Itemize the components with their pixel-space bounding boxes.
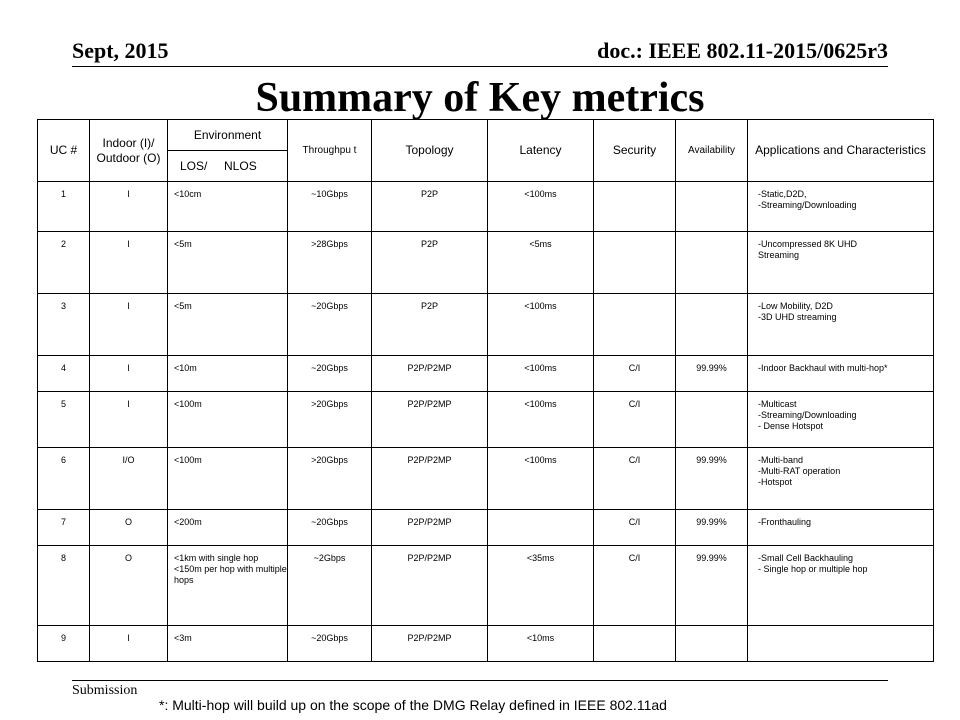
cell-security: C/I — [594, 392, 676, 448]
cell-environment: <5m — [168, 294, 288, 356]
header-date: Sept, 2015 — [72, 38, 169, 63]
cell-availability: 99.99% — [676, 448, 748, 510]
cell-topology: P2P/P2MP — [372, 510, 488, 546]
cell-throughput: ~2Gbps — [288, 546, 372, 626]
cell-environment: <3m — [168, 626, 288, 662]
cell-applications: -Multi-band -Multi-RAT operation -Hotspot — [748, 448, 934, 510]
cell-latency: <100ms — [488, 294, 594, 356]
cell-latency: <100ms — [488, 356, 594, 392]
cell-topology: P2P — [372, 232, 488, 294]
cell-indoor-outdoor: I — [90, 356, 168, 392]
cell-environment: <10m — [168, 356, 288, 392]
cell-uc: 9 — [38, 626, 90, 662]
cell-latency: <100ms — [488, 392, 594, 448]
table-row — [38, 448, 934, 510]
footer-submission: Submission — [72, 683, 138, 698]
cell-availability: 99.99% — [676, 510, 748, 546]
cell-indoor-outdoor: I — [90, 182, 168, 232]
cell-indoor-outdoor: I — [90, 294, 168, 356]
cell-indoor-outdoor: I/O — [90, 448, 168, 510]
cell-throughput: >20Gbps — [288, 448, 372, 510]
cell-applications — [748, 626, 934, 662]
cell-indoor-outdoor: I — [90, 392, 168, 448]
cell-availability — [676, 294, 748, 356]
cell-uc: 6 — [38, 448, 90, 510]
header-topology: Topology — [372, 120, 488, 182]
cell-applications: -Low Mobility, D2D -3D UHD streaming — [748, 294, 934, 356]
table-row — [38, 392, 934, 448]
table-row — [38, 546, 934, 626]
cell-uc: 4 — [38, 356, 90, 392]
cell-latency: <10ms — [488, 626, 594, 662]
header-security: Security — [594, 120, 676, 182]
cell-security — [594, 626, 676, 662]
table-row — [38, 626, 934, 662]
cell-latency: <100ms — [488, 182, 594, 232]
cell-environment: <100m — [168, 392, 288, 448]
cell-uc: 3 — [38, 294, 90, 356]
cell-latency: <35ms — [488, 546, 594, 626]
table-row — [38, 356, 934, 392]
slide-title: Summary of Key metrics — [255, 75, 705, 121]
cell-topology: P2P — [372, 182, 488, 232]
cell-throughput: ~20Gbps — [288, 510, 372, 546]
cell-applications: -Indoor Backhaul with multi-hop* — [748, 356, 934, 392]
table-row — [38, 510, 934, 546]
cell-throughput: >28Gbps — [288, 232, 372, 294]
cell-security: C/I — [594, 448, 676, 510]
cell-security — [594, 182, 676, 232]
cell-availability — [676, 232, 748, 294]
cell-throughput: ~10Gbps — [288, 182, 372, 232]
cell-indoor-outdoor: I — [90, 232, 168, 294]
cell-indoor-outdoor: O — [90, 510, 168, 546]
cell-security: C/I — [594, 546, 676, 626]
cell-availability — [676, 182, 748, 232]
footer-divider — [72, 680, 888, 681]
header-divider — [72, 66, 888, 67]
cell-availability — [676, 626, 748, 662]
cell-topology: P2P/P2MP — [372, 356, 488, 392]
cell-uc: 2 — [38, 232, 90, 294]
cell-environment: <1km with single hop <150m per hop with multiple hops — [168, 546, 288, 626]
cell-applications: -Uncompressed 8K UHD Streaming — [748, 232, 934, 294]
cell-latency: <5ms — [488, 232, 594, 294]
cell-uc: 1 — [38, 182, 90, 232]
key-metrics-table — [37, 119, 934, 662]
cell-latency — [488, 510, 594, 546]
cell-topology: P2P/P2MP — [372, 546, 488, 626]
footnote: *: Multi-hop will build up on the scope of the DMG Relay defined in IEEE 802.11ad — [159, 697, 667, 713]
cell-indoor-outdoor: O — [90, 546, 168, 626]
cell-throughput: ~20Gbps — [288, 356, 372, 392]
cell-uc: 5 — [38, 392, 90, 448]
cell-topology: P2P/P2MP — [372, 626, 488, 662]
header-availability: Availability — [676, 120, 748, 182]
cell-environment: <200m — [168, 510, 288, 546]
header-uc: UC # — [38, 120, 90, 182]
cell-throughput: ~20Gbps — [288, 626, 372, 662]
header-latency: Latency — [488, 120, 594, 182]
cell-applications: -Fronthauling — [748, 510, 934, 546]
cell-environment: <100m — [168, 448, 288, 510]
header-los-nlos: LOS/ NLOS — [168, 151, 288, 182]
cell-security: C/I — [594, 510, 676, 546]
table-row — [38, 294, 934, 356]
cell-applications: -Multicast -Streaming/Downloading - Dense Hotspot — [748, 392, 934, 448]
cell-throughput: ~20Gbps — [288, 294, 372, 356]
cell-indoor-outdoor: I — [90, 626, 168, 662]
cell-uc: 7 — [38, 510, 90, 546]
header-throughput: Throughpu t — [288, 120, 372, 182]
cell-environment: <10cm — [168, 182, 288, 232]
cell-latency: <100ms — [488, 448, 594, 510]
header-doc-id: doc.: IEEE 802.11-2015/0625r3 — [597, 38, 888, 63]
cell-applications: -Small Cell Backhauling - Single hop or multiple hop — [748, 546, 934, 626]
cell-security: C/I — [594, 356, 676, 392]
cell-security — [594, 232, 676, 294]
cell-availability: 99.99% — [676, 546, 748, 626]
cell-availability — [676, 392, 748, 448]
cell-topology: P2P — [372, 294, 488, 356]
cell-uc: 8 — [38, 546, 90, 626]
table-row — [38, 182, 934, 232]
cell-applications: -Static,D2D, -Streaming/Downloading — [748, 182, 934, 232]
header-applications: Applications and Characteristics — [748, 120, 934, 182]
cell-environment: <5m — [168, 232, 288, 294]
header-environment: Environment — [168, 120, 288, 151]
header-indoor-outdoor: Indoor (I)/ Outdoor (O) — [90, 120, 168, 182]
cell-security — [594, 294, 676, 356]
cell-throughput: >20Gbps — [288, 392, 372, 448]
cell-topology: P2P/P2MP — [372, 448, 488, 510]
cell-topology: P2P/P2MP — [372, 392, 488, 448]
cell-availability: 99.99% — [676, 356, 748, 392]
table-row — [38, 232, 934, 294]
